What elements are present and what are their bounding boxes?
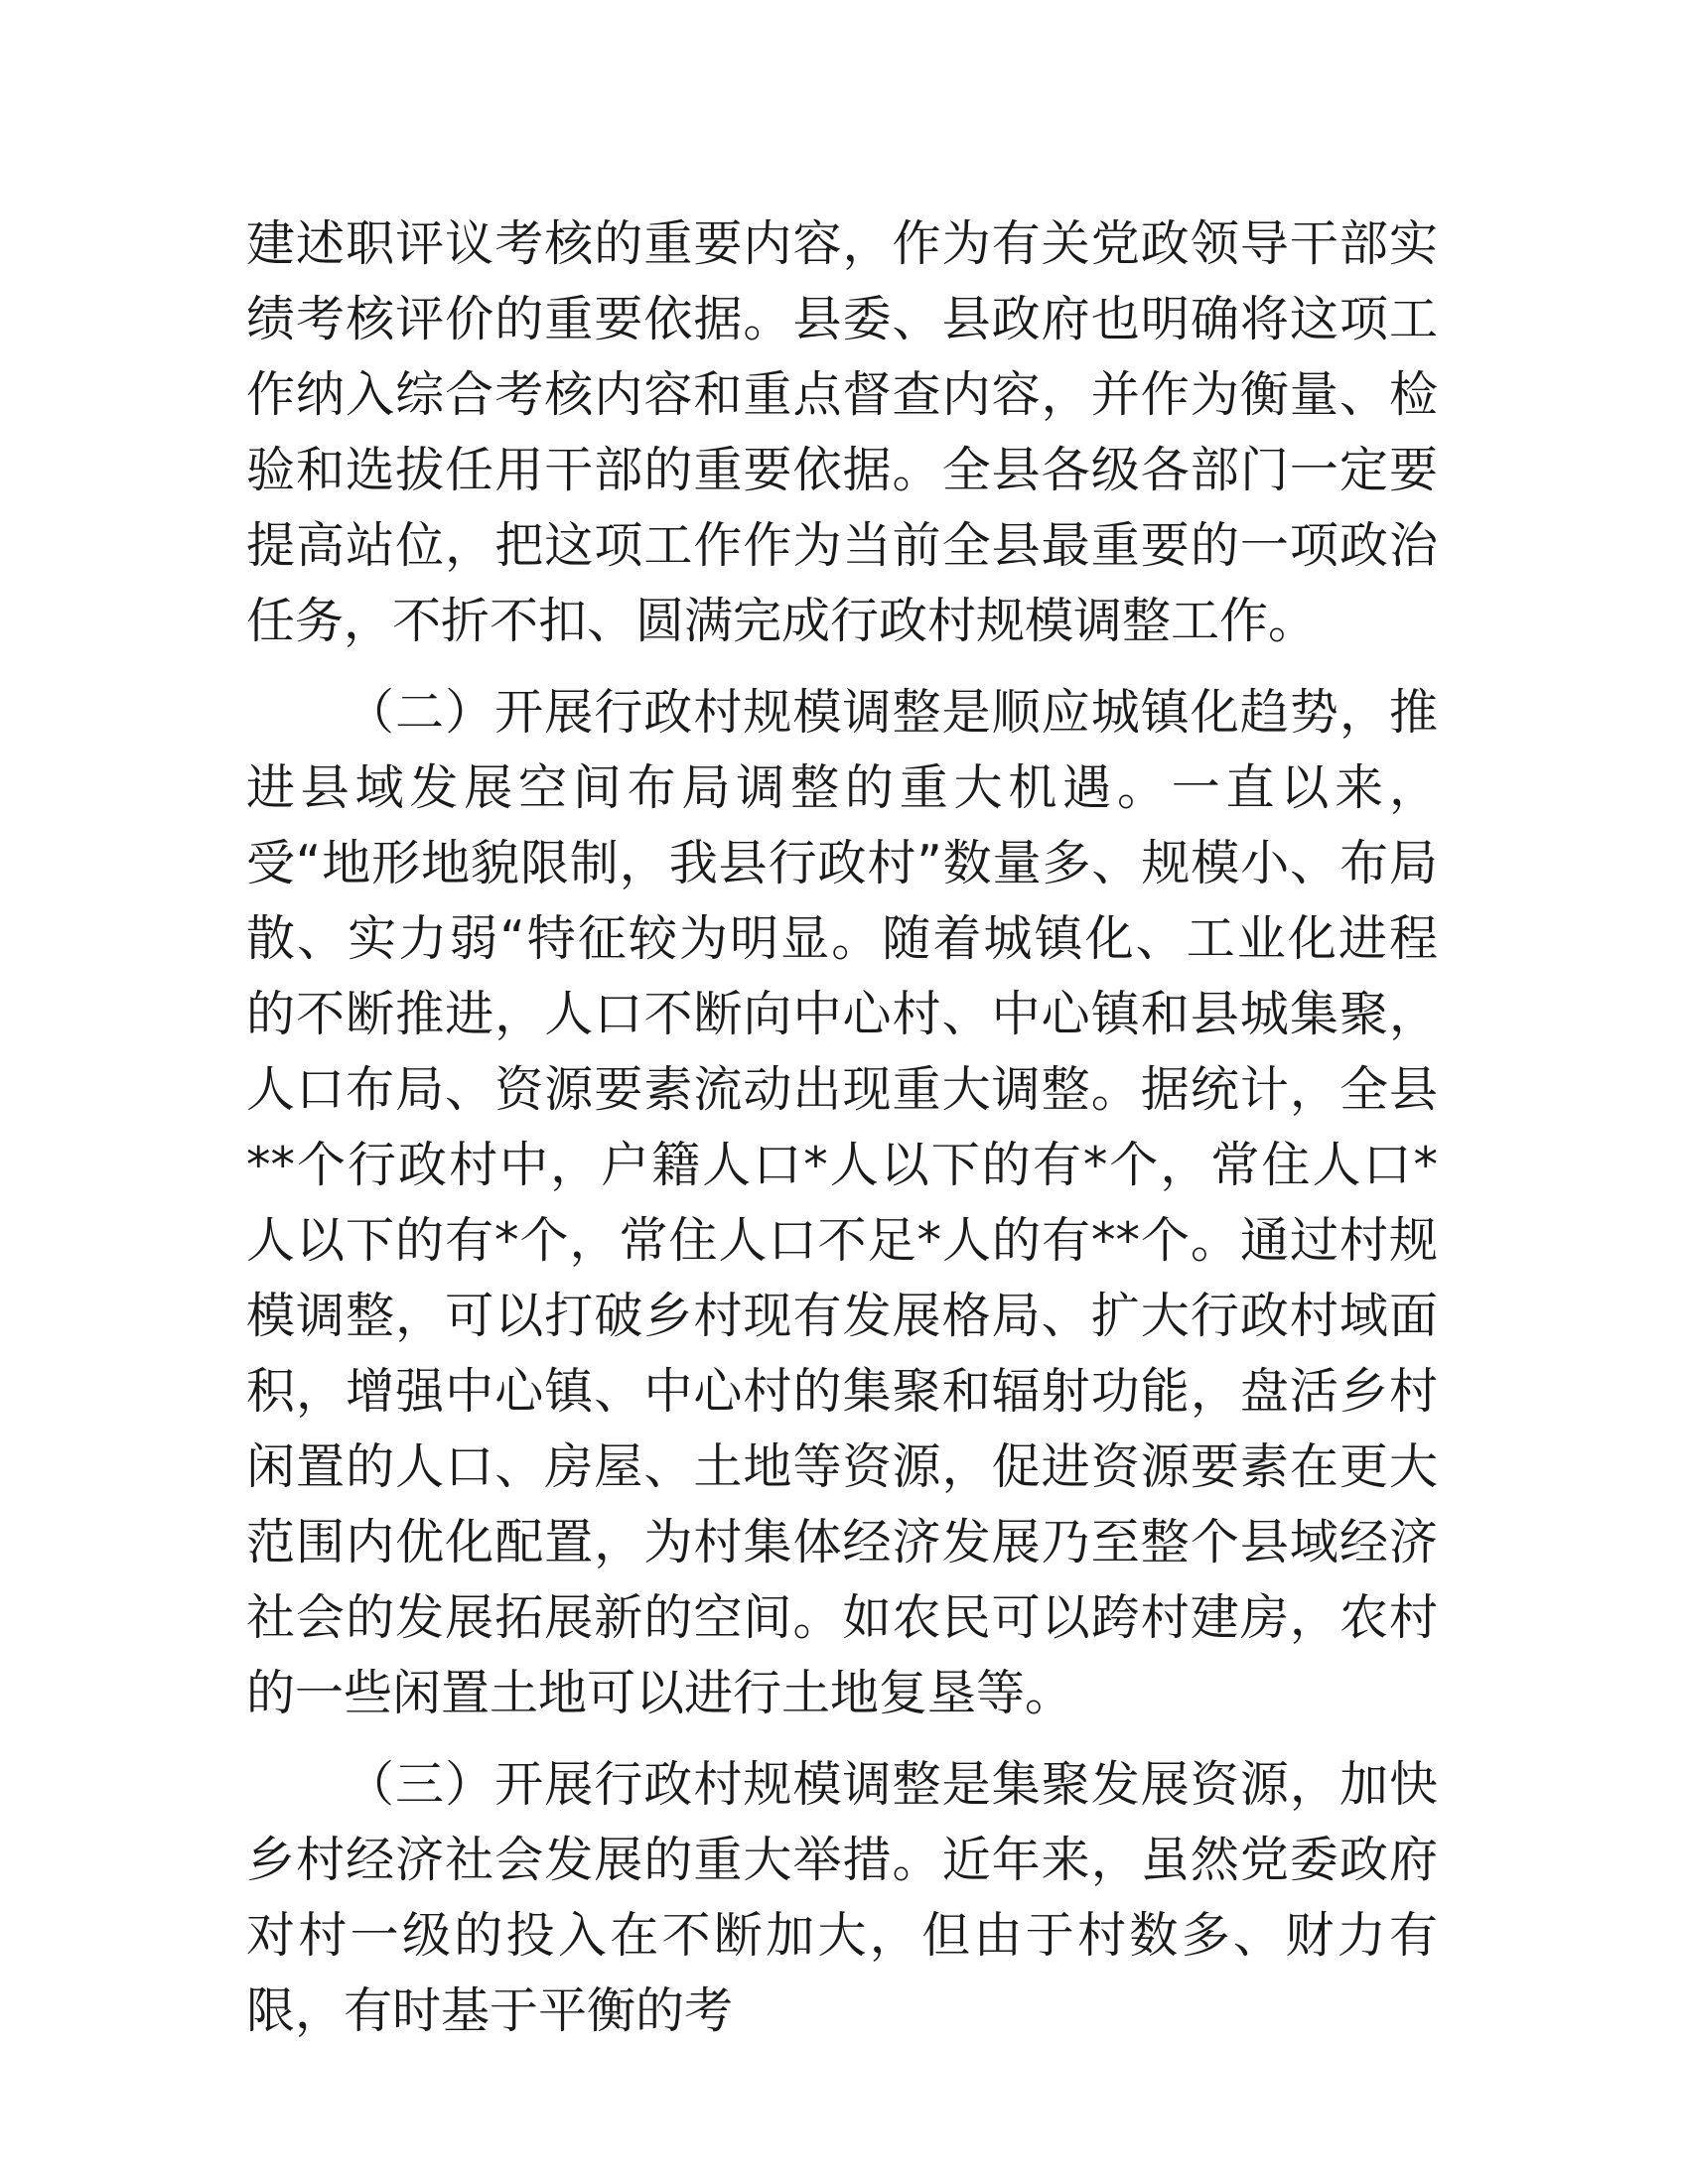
paragraph-section-three: （三）开展行政村规模调整是集聚发展资源，加快乡村经济社会发展的重大举措。近年来，虽然党委政府对村一级的投入在不断加大，但由于村数多、财力有限，有时基于平衡的考 [246, 1756, 1438, 2039]
document-body [246, 206, 1438, 2065]
paragraph-continuation: 建述职评议考核的重要内容，作为有关党政领导干部实绩考核评价的重要依据。县委、县政府也明确将这项工作纳入综合考核内容和重点督查内容，并作为衡量、检验和选拔任用干部的重要依据。全县各级各部门一定要提高站位，把这项工作作为当前全县最重要的一项政治任务，不折不扣、圆满完成行政村规模调整工作。 [246, 215, 1438, 649]
paragraph-section-two: （二）开展行政村规模调整是顺应城镇化趋势，推进县域发展空间布局调整的重大机遇。一直以来，受“地形地貌限制，我县行政村”数量多、规模小、布局散、实力弱“特征较为明显。随着城镇化、工业化进程的不断推进，人口不断向中心村、中心镇和县城集聚，人口布局、资源要素流动出现重大调整。据统计，全县**个行政村中，户籍人口*人以下的有*个，常住人口*人以下的有*个，常住人口不足*人的有**个。通过村规模调整，可以打破乡村现有发展格局、扩大行政村域面积，增强中心镇、中心村的集聚和辐射功能，盘活乡村闲置的人口、房屋、土地等资源，促进资源要素在更大范围内优化配置，为村集体经济发展乃至整个县域经济社会的发展拓展新的空间。如农民可以跨村建房，农村的一些闲置土地可以进行土地复垦等。 [246, 684, 1438, 1721]
